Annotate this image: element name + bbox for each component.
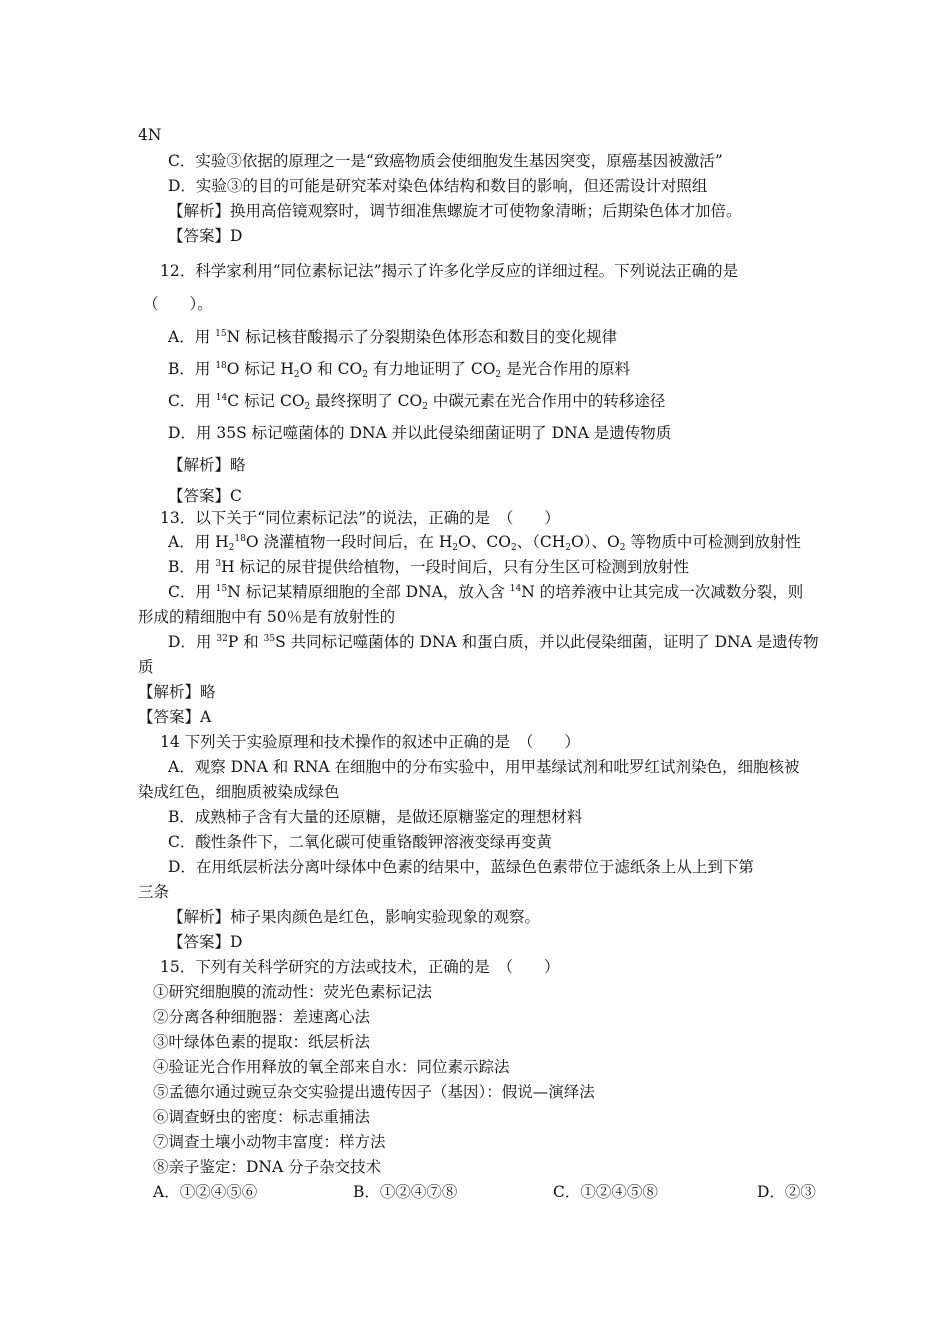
q15-item: ⑦调查土壤小动物丰富度：样方法 xyxy=(153,1133,386,1151)
q12-stem: 12．科学家利用“同位素标记法”揭示了许多化学反应的详细过程。下列说法正确的是 xyxy=(160,262,739,280)
q14-analysis: 【解析】柿子果肉颜色是红色，影响实验现象的观察。 xyxy=(168,908,541,926)
q13-option-d: D．用 $^{32}$P 和 $^{35}$S 共同标记噬菌体的 DNA 和蛋白质，并以此侵染细菌，证明了 DNA 是遗传物 xyxy=(168,633,819,651)
q13-option-d-cont: 质 xyxy=(138,658,154,676)
q15-item: ②分离各种细胞器：差速离心法 xyxy=(153,1008,371,1026)
q12-option-a: A．用 $^{15}$N 标记核苷酸揭示了分裂期染色体形态和数目的变化规律 xyxy=(168,328,618,346)
q13-option-a: A．用 $H_2^{18}O$ 浇灌植物一段时间后，在 $H_2O$、$CO_2$、$(CH_2O)$、$O_2$ 等物质中可检测到放射性 xyxy=(168,533,801,553)
q13-answer: 【答案】A xyxy=(138,708,212,726)
q11-answer: 【答案】D xyxy=(168,227,243,245)
q15-item: ④验证光合作用释放的氧全部来自水：同位素示踪法 xyxy=(153,1058,510,1076)
q15-choice-b: B．①②④⑦⑧ xyxy=(353,1183,458,1201)
q15-choice-a: A．①②④⑤⑥ xyxy=(153,1183,258,1201)
q13-option-c: C．用 $^{15}$N 标记某精原细胞的全部 DNA，放入含 $^{14}$N 的培养液中让其完成一次减数分裂，则 xyxy=(168,583,804,601)
q14-option-a: A．观察 DNA 和 RNA 在细胞中的分布实验中，用甲基绿试剂和吡罗红试剂染色，细胞核被 xyxy=(168,758,800,776)
q12-option-d: D．用 35S 标记噬菌体的 DNA 并以此侵染细菌证明了 DNA 是遗传物质 xyxy=(168,424,672,442)
q13-analysis: 【解析】略 xyxy=(138,683,216,701)
q14-stem: 14 下列关于实验原理和技术操作的叙述中正确的是 （ ） xyxy=(160,733,580,751)
q15-item: ⑥调查蚜虫的密度：标志重捕法 xyxy=(153,1108,371,1126)
q12-answer: 【答案】C xyxy=(168,487,242,505)
q12-option-c: C．用 $^{14}$C 标记 $CO_2$ 最终探明了 $CO_2$ 中碳元素在光合作用中的转移途径 xyxy=(168,392,666,412)
q15-item: ③叶绿体色素的提取：纸层析法 xyxy=(153,1033,371,1051)
q13-option-c-cont: 形成的精细胞中有 50％是有放射性的 xyxy=(138,608,396,626)
q11-option-c: C．实验③依据的原理之一是“致癌物质会使细胞发生基因突变，原癌基因被激活” xyxy=(168,152,723,170)
q14-option-d: D．在用纸层析法分离叶绿体中色素的结果中，蓝绿色色素带位于滤纸条上从上到下第 xyxy=(168,858,754,876)
q15-item: ⑤孟德尔通过豌豆杂交实验提出遗传因子（基因）：假说—演绎法 xyxy=(153,1083,595,1101)
q11-analysis: 【解析】换用高倍镜观察时，调节细准焦螺旋才可使物象清晰；后期染色体才加倍。 xyxy=(168,202,742,220)
q14-option-d-cont: 三条 xyxy=(138,883,170,901)
q15-stem: 15．下列有关科学研究的方法或技术，正确的是 （ ） xyxy=(160,958,560,976)
q12-analysis: 【解析】略 xyxy=(168,456,246,474)
page-top-fragment: 4N xyxy=(138,126,162,144)
q11-option-d: D．实验③的目的可能是研究苯对染色体结构和数目的影响，但还需设计对照组 xyxy=(168,177,708,195)
q12-stem-paren: （ ）。 xyxy=(143,295,213,313)
q14-option-a-cont: 染成红色，细胞质被染成绿色 xyxy=(138,783,340,801)
q13-stem: 13．以下关于“同位素标记法”的说法，正确的是 （ ） xyxy=(160,509,560,527)
q14-answer: 【答案】D xyxy=(168,933,243,951)
q13-option-b: B．用 $^3$H 标记的尿苷提供给植物，一段时间后，只有分生区可检测到放射性 xyxy=(168,558,690,576)
q14-option-c: C．酸性条件下，二氧化碳可使重铬酸钾溶液变绿再变黄 xyxy=(168,833,552,851)
q15-choice-d: D．②③ xyxy=(757,1183,816,1201)
q14-option-b: B．成熟柿子含有大量的还原糖，是做还原糖鉴定的理想材料 xyxy=(168,808,583,826)
q15-choice-c: C．①②④⑤⑧ xyxy=(553,1183,658,1201)
q15-item: ⑧亲子鉴定：DNA 分子杂交技术 xyxy=(153,1158,382,1176)
q15-item: ①研究细胞膜的流动性：荧光色素标记法 xyxy=(153,983,433,1001)
q12-option-b: B．用 $^{18}$O 标记 $H_2O$ 和 $CO_2$ 有力地证明了 $CO_2$ 是光合作用的原料 xyxy=(168,360,631,380)
